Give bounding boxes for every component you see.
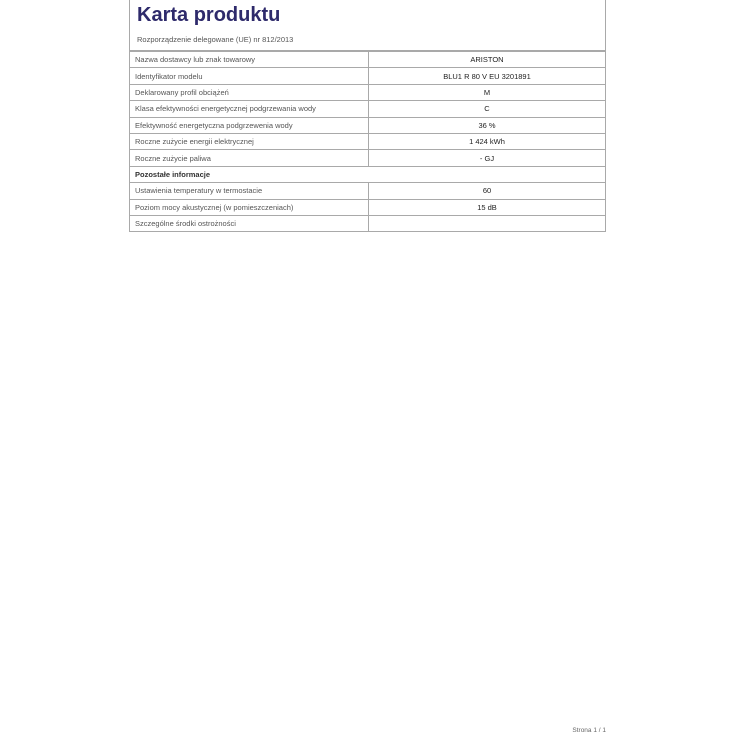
row-value: M bbox=[369, 84, 606, 100]
section-heading: Pozostałe informacje bbox=[130, 166, 606, 182]
row-label: Efektywność energetyczna podgrzewenia wody bbox=[130, 117, 369, 133]
table-row bbox=[130, 150, 606, 166]
table-row bbox=[130, 199, 606, 215]
row-label: Ustawienia temperatury w termostacie bbox=[130, 183, 369, 199]
table-row bbox=[130, 133, 606, 149]
row-value: 36 % bbox=[369, 117, 606, 133]
table-row bbox=[130, 101, 606, 117]
row-value: 15 dB bbox=[369, 199, 606, 215]
title-box bbox=[129, 0, 606, 51]
row-value: - GJ bbox=[369, 150, 606, 166]
page-number: Strona 1 / 1 bbox=[572, 727, 606, 734]
section-row bbox=[130, 166, 606, 182]
product-sheet bbox=[129, 0, 606, 232]
row-value: C bbox=[369, 101, 606, 117]
table-row bbox=[130, 68, 606, 84]
table-row bbox=[130, 52, 606, 68]
regulation-reference: Rozporządzenie delegowane (UE) nr 812/2013 bbox=[137, 35, 294, 44]
spec-table bbox=[129, 51, 606, 232]
page-title: Karta produktu bbox=[137, 4, 281, 26]
table-row bbox=[130, 215, 606, 231]
table-row bbox=[130, 183, 606, 199]
row-label: Roczne zużycie paliwa bbox=[130, 150, 369, 166]
row-label: Poziom mocy akustycznej (w pomieszczeniach) bbox=[130, 199, 369, 215]
row-label: Szczególne środki ostrożności bbox=[130, 215, 369, 231]
row-value: 1 424 kWh bbox=[369, 133, 606, 149]
row-value: BLU1 R 80 V EU 3201891 bbox=[369, 68, 606, 84]
row-label: Nazwa dostawcy lub znak towarowy bbox=[130, 52, 369, 68]
row-label: Deklarowany profil obciążeń bbox=[130, 84, 369, 100]
row-value: ARISTON bbox=[369, 52, 606, 68]
row-value: 60 bbox=[369, 183, 606, 199]
row-label: Identyfikator modelu bbox=[130, 68, 369, 84]
row-value bbox=[369, 215, 606, 231]
table-row bbox=[130, 117, 606, 133]
row-label: Roczne zużycie energii elektrycznej bbox=[130, 133, 369, 149]
table-row bbox=[130, 84, 606, 100]
row-label: Klasa efektywności energetycznej podgrzewania wody bbox=[130, 101, 369, 117]
